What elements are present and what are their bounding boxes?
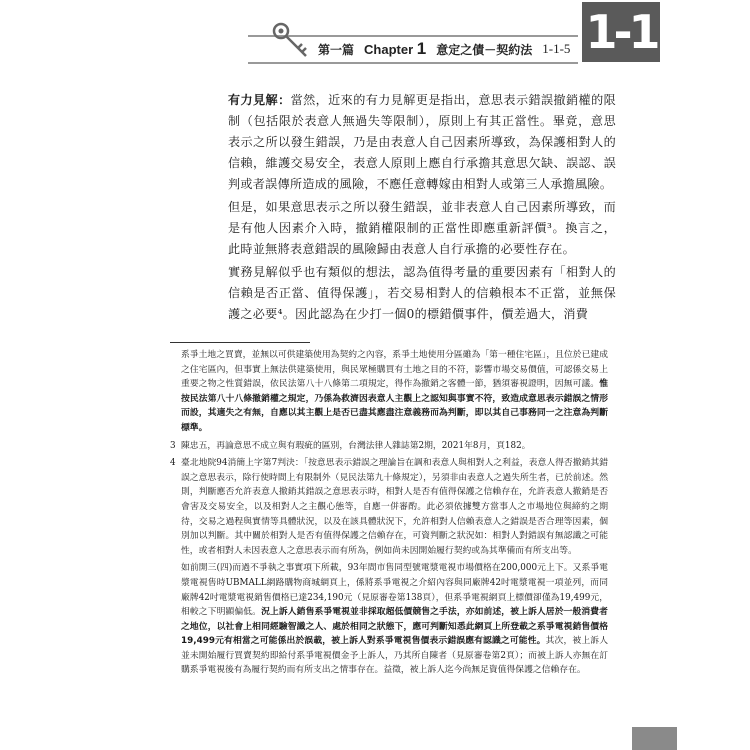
footnotes <box>170 348 608 681</box>
page-edge-tab <box>632 727 677 750</box>
footnote-3-number: 3 <box>170 440 176 451</box>
paragraph-1-text: 當然，近來的有力見解更是指出，意思表示錯誤撤銷權的限制（包括限於表意人無過失等限制），原則上有其正當性。畢竟，意思表示之所以發生錯誤，乃是由表意人自己因素所導致，為保護相對人的信賴，維護交易安全，表意人原則上應自行承擔其意思欠缺、誤認、誤判或者誤傳所造成的風險，不應任意轉嫁由相對人或第三人承擔風險。 <box>228 93 616 191</box>
footnote-4-cont-c: 其次，被上訴人並未開始履行買賣契約即給付系爭電視價金予上訴人，乃其所自陳者（見原審卷第2頁）；而被上訴人亦無在訂購系爭電視後有為履行契約而有所支出之情事存在。益徵，被上訴人迄今尚無足資值得保護之信賴存在。 <box>181 636 608 676</box>
paragraph-3: 實務見解似乎也有類似的想法，認為值得考量的重要因素有「相對人的信賴是否正當、值得保護」，若交易相對人的信賴根本不正當，並無保護之必要⁴。因此認為在少打一個0的標錯價事件，價差過大，消費 <box>228 265 616 321</box>
footnote-4 <box>170 456 608 558</box>
chapter-tab: 1-1 <box>582 2 660 62</box>
footnote-4-number: 4 <box>170 458 176 469</box>
footnote-continuation <box>170 348 608 436</box>
footnote-4-text: 臺北地院94消簡上字第7判決：「按意思表示錯誤之理論旨在調和表意人與相對人之利益，表意人得否撤銷其錯誤之意思表示，除行使時間上有限制外（見民法第九十條規定），另須非由表意人之過失所生者，已於前述。然則，判斷應否允許表意人撤銷其錯誤之意思表示時，相對人是否有值得保護之信賴存在，允許表意人撤銷是否會害及交易安全，以及相對人之主觀心態等，自應一併審酌。此必須依據雙方當事人之市場地位與締約之期待，交易之過程與實情等具體狀況，以及在該具體狀況下，允許相對人信賴表意人之錯誤是否合理等因素，個別加以判斷。其中關於相對人是否有值得保護之信賴存在，可資判斷之狀況如：相對人對錯誤有無認識之可能性，或者相對人未因表意人之意思表示而有所為，例如尚未因開始履行契約或為其準備而有所支出等。 <box>181 458 608 556</box>
footnote-divider <box>170 342 310 343</box>
footnote-continuation-b: 惟按民法第八十八條撤銷權之規定，乃係為救濟因表意人主觀上之認知與事實不符，致造成意思表示錯誤之情形而設，其適失之有無，自應以其主觀上是否已盡其應盡注意義務而為判斷，即以其自己事務同一之注意為判斷標準。 <box>181 379 608 433</box>
header-chapter-number: 1 <box>416 39 427 58</box>
header-chapter <box>364 39 426 59</box>
footnote-continuation-a: 系爭土地之買賣，並無以可供建築使用為契約之內容，系爭土地使用分區雖為「第一種住宅區」，且位於已建成之住宅區內，但事實上無法供建築使用，與民眾極購買有土地之目的不符，影響市場交易價值，可認係交易上重要之物之性質錯誤，依民法第八十八條第二項規定，得作為撤銷之客體一節，猶須審視證明，因無可議。 <box>181 350 608 390</box>
page-number: 1-1-5 <box>542 41 571 56</box>
header-chapter-word: Chapter <box>364 42 414 57</box>
footnote-4-continuation <box>170 561 608 678</box>
header-bottom-rule <box>248 62 578 64</box>
key-icon <box>270 20 312 62</box>
footnote-4-cont-b: 況上訴人銷售系爭電視並非採取超低價競售之手法，亦如前述，被上訴人居於一般消費者之地位，以社會上相同經驗智識之人、處於相同之狀態下，應可判斷知悉此網頁上所登載之系爭電視銷售價格19,499元有相當之可能係出於誤載，被上訴人對系爭電視售價表示錯誤應有認識之可能性。 <box>181 607 608 647</box>
footnote-3-text: 陳忠五，再論意思不成立與有瑕疵的區別，台灣法律人雜誌第2期，2021年8月，頁182。 <box>181 440 531 451</box>
paragraph-1-lead: 有力見解： <box>228 93 291 107</box>
footnote-3 <box>170 439 608 454</box>
paragraph-1 <box>228 90 616 195</box>
header-title: 意定之債－契約法 <box>436 42 533 57</box>
running-header <box>318 38 570 60</box>
paragraph-2: 但是，如果意思表示之所以發生錯誤，並非表意人自己因素所導致，而是有他人因素介入時，撤銷權限制的正當性即應重新評價³。換言之，此時並無將表意錯誤的風險歸由表意人自行承擔的必要性存在。 <box>228 200 616 256</box>
main-text <box>228 90 616 327</box>
footnote-4-cont-a: 如前開三(四)而過不爭執之事實項下所載，93年間市售同型號電漿電視市場價格在200,000元上下。又系爭電漿電視售時UBMALL網路購物商城網頁上，係將系爭電視之介紹內容與同廠牌42吋電漿電視一項並列，而同廠牌42吋電漿電視銷售價格已達234,190元（見原審卷第138頁），但系爭電視網頁上標價卻僅為19,499元，相較之下明顯偏低。 <box>181 563 608 618</box>
header-part: 第一篇 <box>318 42 355 57</box>
